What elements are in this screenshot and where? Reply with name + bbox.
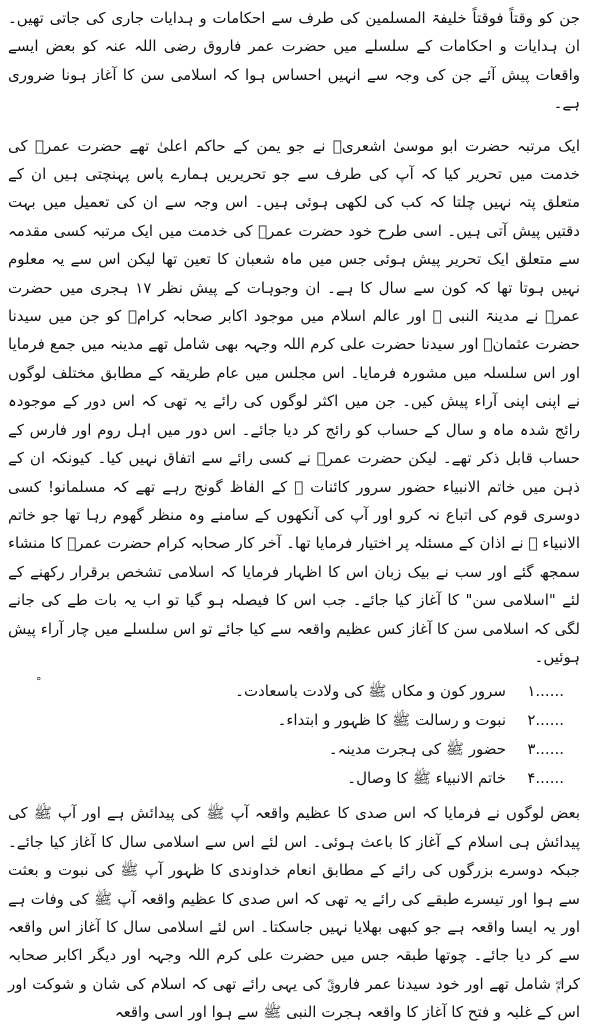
list-item [8, 706, 580, 735]
list-item [8, 764, 580, 793]
list-item-number: ۳...... [527, 740, 564, 759]
opinions-list [8, 677, 580, 793]
list-item-number: ۲...... [527, 711, 564, 730]
paragraph-gap [8, 118, 580, 132]
list-item-text: حضور ﷺ کی ہجرت مدینہ۔ [328, 740, 506, 759]
paragraph-four-opinions: بعض لوگوں نے فرمایا کہ اس صدی کا عظیم واقعہ آپ ﷺ کی پیدائش ہے اور آپ ﷺ کی پیدائش ہی اسلام کے آغاز کا باعث ہوئی۔ اس لئے اس سے اسلامی سال کا آغاز کیا جائے۔ جبکہ دوسرے بزرگوں کی رائے کے مطابق انعام خداوندی کا ظہور آپ ﷺ کی نبوت و بعثت سے ہوا اور تیسرے طبقے کی رائے یہ تھی کہ اس صدی کا عظیم واقعہ آپ ﷺ کی وفات ہے اور یہ ایسا واقعہ ہے جو کبھی بھلایا نہیں جاسکتا۔ اس لئے اسلامی سال کا آغاز اس واقعہ سے کر دیا جائے۔ چوتھا طبقہ جس میں حضرت علی کرم اللہ وجہہ اور دیگر اکابر صحابہ کرامؓ شامل تھے اور خود سیدنا عمر فاروقؓ کی یہی رائے تھی کہ اسلام کی شان و شوکت اور اس کے غلبہ و فتح کا آغاز کا واقعہ ہجرت النبی ﷺ سے ہوا اور اسی واقعہ [8, 804, 580, 1022]
list-item-text: سرور کون و مکاں ﷺ کی ولادت باسعادت۔ [235, 682, 506, 701]
list-item-number: ۴...... [527, 769, 564, 788]
list-item [8, 735, 580, 764]
list-item-number: ۱...... [527, 682, 564, 701]
list-item-text: خاتم الانبیاء ﷺ کا وصال۔ [347, 769, 506, 788]
list-item-text: نبوت و رسالت ﷺ کا ظہور و ابتداء۔ [277, 711, 506, 730]
paragraph-intro: جن کو وقتاً فوقتاً خلیفۃ المسلمین کی طرف سے احکامات و ہدایات جاری کی جاتی تھیں۔ ان ہدایات و احکامات کے سلسلے میں حضرت عمر فاروق رضی اللہ عنہ کو بعض ایسے واقعات پیش آئے جن کی وجہ سے انہیں احساس ہوا کہ اسلامی سن کا آغاز ہونا ضروری ہے۔ [8, 9, 580, 113]
list-item [8, 677, 580, 706]
small-dot-mark: ° [36, 675, 42, 688]
paragraph-hijri-decision: ایک مرتبہ حضرت ابو موسیٰ اشعریؓ نے جو یمن کے حاکم اعلیٰ تھے حضرت عمرؓ کی خدمت میں تحریر کیا کہ آپ کی طرف سے جو تحریریں ہمارے پاس پہنچتی ہیں ان کے متعلق پتہ نہیں چلتا کہ کب کی لکھی ہوئی ہیں۔ اس وجہ سے ان کی تعمیل میں بہت دقتیں پیش آتی ہیں۔ اسی طرح خود حضرت عمرؓ کی خدمت میں ایک مرتبہ کسی مقدمہ سے متعلق ایک تحریر پیش ہوئی جس میں ماہ شعبان کا تعین تھا لیکن اس سے یہ معلوم نہیں ہوتا تھا کہ کون سے سال کا ہے۔ ان وجوہات کے پیش نظر ۱۷ ہجری میں حضرت عمرؓ نے مدینۃ النبی ﷺ اور عالم اسلام میں موجود اکابر صحابہ کرامؓ کو جن میں سیدنا حضرت عثمانؓ اور سیدنا حضرت علی کرم اللہ وجہہ بھی شامل تھے مدینہ میں جمع فرمایا اور اس سلسلہ میں مشورہ فرمایا۔ اس مجلس میں عام طریقہ کے مطابق مختلف لوگوں نے اپنی اپنی آراء پیش کیں۔ جن میں اکثر لوگوں کی رائے یہ تھی کہ اس دور کے موجودہ رائج شدہ ماہ و سال کے حساب کو رائج کر دیا جائے۔ اس دور میں اہل روم اور فارس کے حساب قابل ذکر تھے۔ لیکن حضرت عمرؓ نے کسی رائے سے اتفاق نہیں کیا۔ کیونکہ ان کے ذہن میں خاتم الانبیاء حضور سرور کائنات ﷺ کے الفاظ گونج رہے تھے کہ مسلمانو! کسی دوسری قوم کی اتباع نہ کرو اور آپ کی آنکھوں کے سامنے وہ منظر گھوم رہا تھا جو خاتم الانبیاء ﷺ نے اذان کے مسئلہ پر اختیار فرمایا تھا۔ آخر کار صحابہ کرام حضرت عمرؓ کا منشاء سمجھ گئے اور سب نے بیک زبان اس کا اظہار فرمایا کہ اسلامی تشخص برقرار رکھنے کے لئے "اسلامی سن" کا آغاز کیا جائے۔ جب اس کا فیصلہ ہو گیا تو اب یہ بات طے کی جانے لگی کہ اسلامی سن کا آغاز کس عظیم واقعہ سے کیا جائے تو اس سلسلے میں چار آراء پیش ہوئیں۔ [8, 136, 581, 666]
